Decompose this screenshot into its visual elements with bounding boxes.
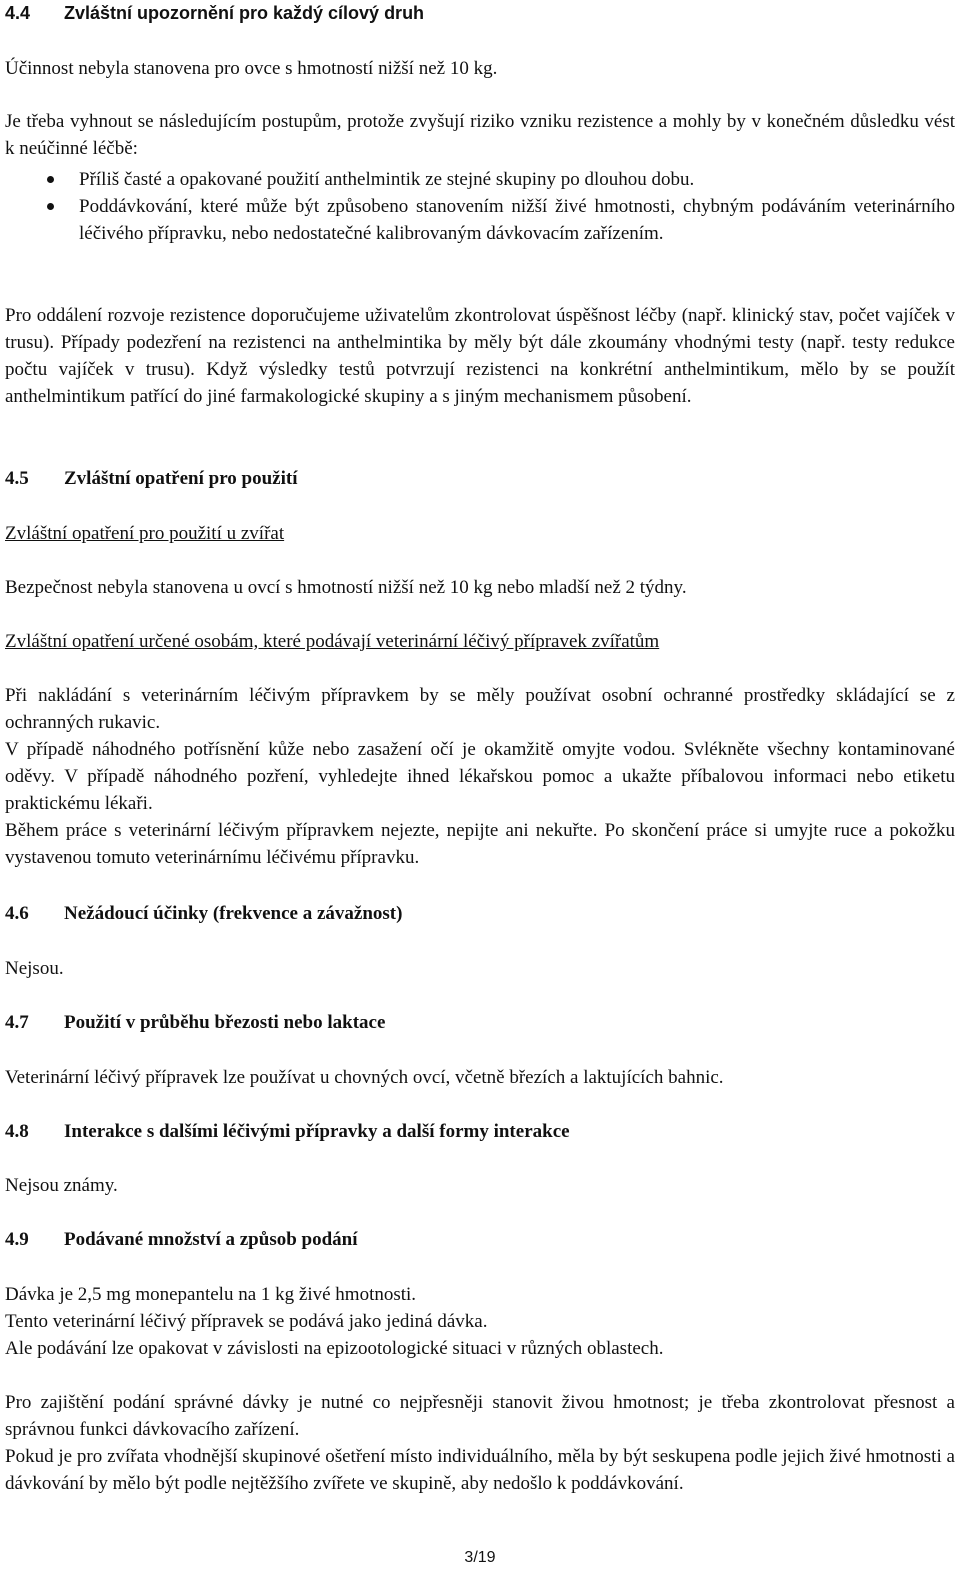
- paragraph: Ale podávání lze opakovat v závislosti na epizootologické situaci v různých oblastech.: [5, 1338, 664, 1359]
- paragraph: Tento veterinární léčivý přípravek se podává jako jediná dávka.: [5, 1311, 488, 1332]
- paragraph: Při nakládání s veterinárním léčivým přípravkem by se měly používat osobní ochranné prostředky skládající se z ochranných rukavic.: [5, 685, 955, 733]
- list-item-text: Příliš časté a opakované použití anthelmintik ze stejné skupiny po dlouhou dobu.: [79, 169, 695, 190]
- bullet-list: [5, 166, 955, 247]
- section-heading-4-9: [5, 1226, 955, 1253]
- paragraph: Pokud je pro zvířata vhodnější skupinové ošetření místo individuálního, měla by být seskupena podle jejich živé hmotnosti a dávkování by mělo být podle nejtěžšího zvířete ve skupině, aby nedošlo k poddávkování.: [5, 1446, 955, 1494]
- bullet-icon: [47, 203, 54, 210]
- list-item: [5, 193, 955, 247]
- paragraph: Pro zajištění podání správné dávky je nutné co nejpřesněji stanovit živou hmotnost; je třeba zkontrolovat přesnost a správnou funkci dávkovacího zařízení.: [5, 1392, 955, 1440]
- paragraph: Účinnost nebyla stanovena pro ovce s hmotností nižší než 10 kg.: [5, 58, 498, 79]
- subheading-underlined: Zvláštní opatření pro použití u zvířat: [5, 523, 285, 544]
- paragraph: Během práce s veterinární léčivým přípravkem nejezte, nepijte ani nekuřte. Po skončení práce si umyjte ruce a pokožku vystavenou tomuto veterinárnímu léčivému přípravku.: [5, 820, 955, 868]
- subheading-underlined: Zvláštní opatření určené osobám, které podávají veterinární léčivý přípravek zvířatům: [5, 631, 660, 652]
- section-number: 4.8: [5, 1121, 29, 1142]
- section-heading-4-8: [5, 1118, 955, 1145]
- section-number: 4.4: [5, 3, 31, 23]
- bullet-icon: [47, 176, 54, 183]
- paragraph: Pro oddálení rozvoje rezistence doporučujeme uživatelům zkontrolovat úspěšnost léčby (např. klinický stav, počet vajíček v trusu). Případy podezření na rezistenci na anthelmintika by měly být dále zkoumány vhodnými testy (např. testy redukce počtu vajíček v trusu). Když výsledky testů potvrzují rezistenci na konkrétní anthelmintikum, mělo by se použít anthelmintikum patřící do jiné farmakologické skupiny a s jiným mechanismem působení.: [5, 305, 955, 407]
- section-number: 4.9: [5, 1229, 29, 1250]
- section-number: 4.7: [5, 1012, 29, 1033]
- paragraph: V případě náhodného potřísnění kůže nebo zasažení očí je okamžitě omyjte vodou. Svlékněte všechny kontaminované oděvy. V případě náhodného pozření, vyhledejte ihned lékařskou pomoc a ukažte příbalovou informaci nebo etiketu praktickému lékaři.: [5, 739, 955, 814]
- section-heading-4-6: [5, 900, 955, 927]
- section-title: Podávané množství a způsob podání: [64, 1229, 358, 1250]
- section-title: Nežádoucí účinky (frekvence a závažnost): [64, 903, 403, 924]
- section-title: Použití v průběhu březosti nebo laktace: [64, 1012, 386, 1033]
- paragraph: Veterinární léčivý přípravek lze používat u chovných ovcí, včetně březích a laktujících bahnic.: [5, 1067, 724, 1088]
- list-item: [5, 166, 955, 193]
- paragraph: Nejsou známy.: [5, 1175, 118, 1196]
- paragraph: Je třeba vyhnout se následujícím postupům, protože zvyšují riziko vzniku rezistence a mohly by v konečném důsledku vést k neúčinné léčbě:: [5, 111, 955, 159]
- section-title: Zvláštní opatření pro použití: [64, 468, 298, 489]
- section-number: 4.5: [5, 468, 29, 489]
- paragraph: Nejsou.: [5, 958, 64, 979]
- section-title: Interakce s dalšími léčivými přípravky a další formy interakce: [64, 1121, 570, 1142]
- section-number: 4.6: [5, 903, 29, 924]
- list-item-text: Poddávkování, které může být způsobeno stanovením nižší živé hmotnosti, chybným podáváním veterinárního léčivého přípravku, nebo nedostatečné kalibrovaným dávkovacím zařízením.: [79, 196, 955, 244]
- section-heading-4-5: [5, 465, 955, 492]
- page-number: 3/19: [464, 1549, 496, 1566]
- paragraph: Dávka je 2,5 mg monepantelu na 1 kg živé hmotnosti.: [5, 1284, 417, 1305]
- section-heading-4-7: [5, 1009, 955, 1036]
- section-heading-4-4: [5, 0, 955, 27]
- paragraph: Bezpečnost nebyla stanovena u ovcí s hmotností nižší než 10 kg nebo mladší než 2 týdny.: [5, 577, 687, 598]
- section-title: Zvláštní upozornění pro každý cílový druh: [64, 3, 425, 23]
